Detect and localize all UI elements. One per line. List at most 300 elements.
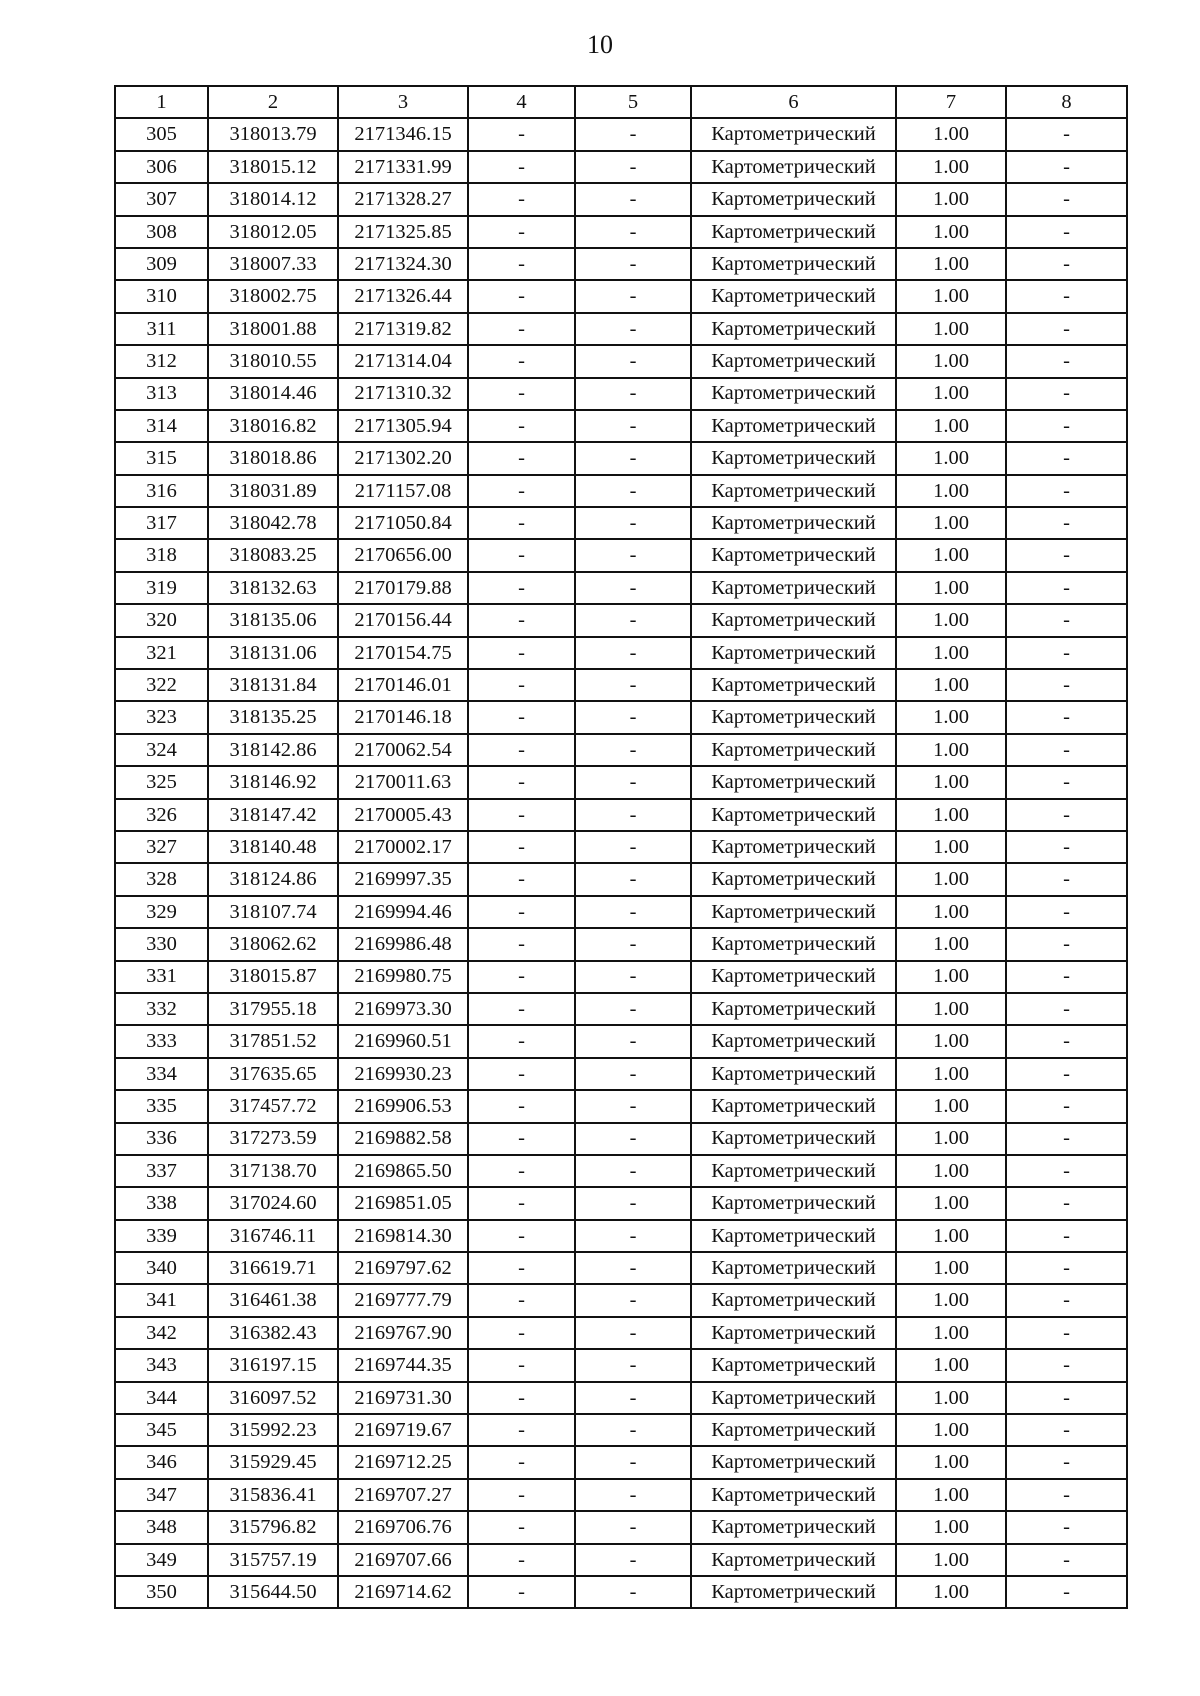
table-row: [115, 313, 1127, 345]
point-number-cell: 327: [115, 831, 208, 863]
table-row: [115, 928, 1127, 960]
col4-cell: -: [468, 1025, 575, 1057]
column-header: 1: [115, 86, 208, 118]
y-coordinate-cell: 2169712.25: [338, 1446, 468, 1478]
y-coordinate-cell: 2169986.48: [338, 928, 468, 960]
table-row: [115, 799, 1127, 831]
y-coordinate-cell: 2169997.35: [338, 863, 468, 895]
accuracy-cell: 1.00: [896, 961, 1006, 993]
table-row: [115, 1382, 1127, 1414]
col8-cell: -: [1006, 1090, 1127, 1122]
point-number-cell: 334: [115, 1058, 208, 1090]
method-cell: Картометрический: [691, 1414, 896, 1446]
point-number-cell: 341: [115, 1284, 208, 1316]
table-row: [115, 1058, 1127, 1090]
x-coordinate-cell: 318010.55: [208, 345, 338, 377]
col8-cell: -: [1006, 637, 1127, 669]
method-cell: Картометрический: [691, 1349, 896, 1381]
col5-cell: -: [575, 1446, 691, 1478]
coordinates-table: [114, 85, 1128, 1609]
col5-cell: -: [575, 313, 691, 345]
y-coordinate-cell: 2171331.99: [338, 151, 468, 183]
col8-cell: -: [1006, 1511, 1127, 1543]
y-coordinate-cell: 2169744.35: [338, 1349, 468, 1381]
x-coordinate-cell: 315992.23: [208, 1414, 338, 1446]
col8-cell: -: [1006, 928, 1127, 960]
col4-cell: -: [468, 993, 575, 1025]
point-number-cell: 335: [115, 1090, 208, 1122]
method-cell: Картометрический: [691, 669, 896, 701]
col5-cell: -: [575, 1382, 691, 1414]
col8-cell: -: [1006, 313, 1127, 345]
table-row: [115, 539, 1127, 571]
col8-cell: -: [1006, 1155, 1127, 1187]
col8-cell: -: [1006, 1220, 1127, 1252]
col8-cell: -: [1006, 734, 1127, 766]
point-number-cell: 310: [115, 280, 208, 312]
accuracy-cell: 1.00: [896, 475, 1006, 507]
point-number-cell: 336: [115, 1123, 208, 1155]
y-coordinate-cell: 2171157.08: [338, 475, 468, 507]
x-coordinate-cell: 317955.18: [208, 993, 338, 1025]
col4-cell: -: [468, 280, 575, 312]
point-number-cell: 329: [115, 896, 208, 928]
col8-cell: -: [1006, 475, 1127, 507]
accuracy-cell: 1.00: [896, 539, 1006, 571]
x-coordinate-cell: 318131.84: [208, 669, 338, 701]
table-row: [115, 216, 1127, 248]
point-number-cell: 348: [115, 1511, 208, 1543]
y-coordinate-cell: 2169814.30: [338, 1220, 468, 1252]
column-header: 2: [208, 86, 338, 118]
col4-cell: -: [468, 507, 575, 539]
point-number-cell: 337: [115, 1155, 208, 1187]
point-number-cell: 343: [115, 1349, 208, 1381]
point-number-cell: 333: [115, 1025, 208, 1057]
table-row: [115, 1576, 1127, 1608]
table-row: [115, 961, 1127, 993]
accuracy-cell: 1.00: [896, 1349, 1006, 1381]
col8-cell: -: [1006, 993, 1127, 1025]
col8-cell: -: [1006, 1479, 1127, 1511]
col5-cell: -: [575, 669, 691, 701]
col5-cell: -: [575, 1220, 691, 1252]
col8-cell: -: [1006, 345, 1127, 377]
col4-cell: -: [468, 928, 575, 960]
col4-cell: -: [468, 1382, 575, 1414]
col4-cell: -: [468, 1317, 575, 1349]
col8-cell: -: [1006, 1446, 1127, 1478]
y-coordinate-cell: 2171302.20: [338, 442, 468, 474]
col8-cell: -: [1006, 1576, 1127, 1608]
col4-cell: -: [468, 831, 575, 863]
col4-cell: -: [468, 183, 575, 215]
point-number-cell: 306: [115, 151, 208, 183]
col8-cell: -: [1006, 118, 1127, 150]
point-number-cell: 332: [115, 993, 208, 1025]
table-row: [115, 604, 1127, 636]
col8-cell: -: [1006, 1025, 1127, 1057]
col8-cell: -: [1006, 378, 1127, 410]
method-cell: Картометрический: [691, 1382, 896, 1414]
point-number-cell: 314: [115, 410, 208, 442]
y-coordinate-cell: 2169930.23: [338, 1058, 468, 1090]
point-number-cell: 312: [115, 345, 208, 377]
table-header: [115, 86, 1127, 118]
col8-cell: -: [1006, 1382, 1127, 1414]
col4-cell: -: [468, 1090, 575, 1122]
y-coordinate-cell: 2171305.94: [338, 410, 468, 442]
col4-cell: -: [468, 1123, 575, 1155]
point-number-cell: 347: [115, 1479, 208, 1511]
accuracy-cell: 1.00: [896, 1544, 1006, 1576]
accuracy-cell: 1.00: [896, 1220, 1006, 1252]
accuracy-cell: 1.00: [896, 604, 1006, 636]
col5-cell: -: [575, 604, 691, 636]
accuracy-cell: 1.00: [896, 766, 1006, 798]
y-coordinate-cell: 2171314.04: [338, 345, 468, 377]
x-coordinate-cell: 318107.74: [208, 896, 338, 928]
col5-cell: -: [575, 701, 691, 733]
method-cell: Картометрический: [691, 604, 896, 636]
table-row: [115, 475, 1127, 507]
method-cell: Картометрический: [691, 1284, 896, 1316]
page-number: 10: [587, 30, 613, 59]
accuracy-cell: 1.00: [896, 928, 1006, 960]
y-coordinate-cell: 2169719.67: [338, 1414, 468, 1446]
column-header: 8: [1006, 86, 1127, 118]
table-row: [115, 1414, 1127, 1446]
table-row: [115, 442, 1127, 474]
point-number-cell: 315: [115, 442, 208, 474]
table-row: [115, 1317, 1127, 1349]
x-coordinate-cell: 315836.41: [208, 1479, 338, 1511]
col4-cell: -: [468, 442, 575, 474]
table-row: [115, 669, 1127, 701]
accuracy-cell: 1.00: [896, 507, 1006, 539]
table-row: [115, 637, 1127, 669]
table-row: [115, 831, 1127, 863]
col8-cell: -: [1006, 701, 1127, 733]
col5-cell: -: [575, 1284, 691, 1316]
point-number-cell: 305: [115, 118, 208, 150]
y-coordinate-cell: 2170656.00: [338, 539, 468, 571]
x-coordinate-cell: 318012.05: [208, 216, 338, 248]
accuracy-cell: 1.00: [896, 831, 1006, 863]
accuracy-cell: 1.00: [896, 216, 1006, 248]
col5-cell: -: [575, 475, 691, 507]
x-coordinate-cell: 318140.48: [208, 831, 338, 863]
col5-cell: -: [575, 410, 691, 442]
point-number-cell: 350: [115, 1576, 208, 1608]
y-coordinate-cell: 2169707.66: [338, 1544, 468, 1576]
col8-cell: -: [1006, 151, 1127, 183]
table-row: [115, 1349, 1127, 1381]
point-number-cell: 320: [115, 604, 208, 636]
col5-cell: -: [575, 1155, 691, 1187]
x-coordinate-cell: 318042.78: [208, 507, 338, 539]
method-cell: Картометрический: [691, 216, 896, 248]
x-coordinate-cell: 318131.06: [208, 637, 338, 669]
col4-cell: -: [468, 734, 575, 766]
point-number-cell: 311: [115, 313, 208, 345]
col8-cell: -: [1006, 1544, 1127, 1576]
x-coordinate-cell: 318014.46: [208, 378, 338, 410]
col8-cell: -: [1006, 1284, 1127, 1316]
accuracy-cell: 1.00: [896, 248, 1006, 280]
col4-cell: -: [468, 572, 575, 604]
x-coordinate-cell: 315929.45: [208, 1446, 338, 1478]
col5-cell: -: [575, 216, 691, 248]
y-coordinate-cell: 2170146.18: [338, 701, 468, 733]
accuracy-cell: 1.00: [896, 1058, 1006, 1090]
point-number-cell: 331: [115, 961, 208, 993]
accuracy-cell: 1.00: [896, 151, 1006, 183]
col4-cell: -: [468, 1058, 575, 1090]
x-coordinate-cell: 318016.82: [208, 410, 338, 442]
method-cell: Картометрический: [691, 1187, 896, 1219]
col5-cell: -: [575, 863, 691, 895]
accuracy-cell: 1.00: [896, 1382, 1006, 1414]
y-coordinate-cell: 2171325.85: [338, 216, 468, 248]
table-row: [115, 766, 1127, 798]
col4-cell: -: [468, 378, 575, 410]
col8-cell: -: [1006, 539, 1127, 571]
accuracy-cell: 1.00: [896, 1511, 1006, 1543]
x-coordinate-cell: 318014.12: [208, 183, 338, 215]
y-coordinate-cell: 2169777.79: [338, 1284, 468, 1316]
col4-cell: -: [468, 539, 575, 571]
x-coordinate-cell: 316382.43: [208, 1317, 338, 1349]
x-coordinate-cell: 318062.62: [208, 928, 338, 960]
x-coordinate-cell: 318147.42: [208, 799, 338, 831]
col4-cell: -: [468, 961, 575, 993]
col5-cell: -: [575, 1123, 691, 1155]
x-coordinate-cell: 318015.87: [208, 961, 338, 993]
col4-cell: -: [468, 1284, 575, 1316]
accuracy-cell: 1.00: [896, 1090, 1006, 1122]
method-cell: Картометрический: [691, 248, 896, 280]
method-cell: Картометрический: [691, 118, 896, 150]
x-coordinate-cell: 318135.25: [208, 701, 338, 733]
x-coordinate-cell: 318135.06: [208, 604, 338, 636]
y-coordinate-cell: 2170179.88: [338, 572, 468, 604]
method-cell: Картометрический: [691, 1446, 896, 1478]
accuracy-cell: 1.00: [896, 1187, 1006, 1219]
y-coordinate-cell: 2171328.27: [338, 183, 468, 215]
method-cell: Картометрический: [691, 1090, 896, 1122]
method-cell: Картометрический: [691, 799, 896, 831]
accuracy-cell: 1.00: [896, 1317, 1006, 1349]
column-header: 4: [468, 86, 575, 118]
point-number-cell: 344: [115, 1382, 208, 1414]
header-row: [115, 86, 1127, 118]
col4-cell: -: [468, 1414, 575, 1446]
col5-cell: -: [575, 928, 691, 960]
accuracy-cell: 1.00: [896, 799, 1006, 831]
method-cell: Картометрический: [691, 313, 896, 345]
method-cell: Картометрический: [691, 280, 896, 312]
y-coordinate-cell: 2169767.90: [338, 1317, 468, 1349]
col8-cell: -: [1006, 1349, 1127, 1381]
x-coordinate-cell: 318031.89: [208, 475, 338, 507]
col8-cell: -: [1006, 799, 1127, 831]
table-row: [115, 572, 1127, 604]
x-coordinate-cell: 318132.63: [208, 572, 338, 604]
col5-cell: -: [575, 183, 691, 215]
point-number-cell: 309: [115, 248, 208, 280]
method-cell: Картометрический: [691, 1479, 896, 1511]
y-coordinate-cell: 2169882.58: [338, 1123, 468, 1155]
y-coordinate-cell: 2170062.54: [338, 734, 468, 766]
col8-cell: -: [1006, 1058, 1127, 1090]
x-coordinate-cell: 316097.52: [208, 1382, 338, 1414]
col4-cell: -: [468, 1479, 575, 1511]
x-coordinate-cell: 318142.86: [208, 734, 338, 766]
table-row: [115, 1511, 1127, 1543]
col5-cell: -: [575, 151, 691, 183]
method-cell: Картометрический: [691, 896, 896, 928]
point-number-cell: 313: [115, 378, 208, 410]
col8-cell: -: [1006, 669, 1127, 701]
col8-cell: -: [1006, 216, 1127, 248]
x-coordinate-cell: 316461.38: [208, 1284, 338, 1316]
accuracy-cell: 1.00: [896, 993, 1006, 1025]
col4-cell: -: [468, 604, 575, 636]
point-number-cell: 316: [115, 475, 208, 507]
x-coordinate-cell: 318146.92: [208, 766, 338, 798]
col5-cell: -: [575, 831, 691, 863]
y-coordinate-cell: 2171326.44: [338, 280, 468, 312]
method-cell: Картометрический: [691, 1025, 896, 1057]
point-number-cell: 319: [115, 572, 208, 604]
col5-cell: -: [575, 1544, 691, 1576]
method-cell: Картометрический: [691, 410, 896, 442]
col8-cell: -: [1006, 604, 1127, 636]
y-coordinate-cell: 2170011.63: [338, 766, 468, 798]
y-coordinate-cell: 2169797.62: [338, 1252, 468, 1284]
accuracy-cell: 1.00: [896, 442, 1006, 474]
col5-cell: -: [575, 993, 691, 1025]
col8-cell: -: [1006, 183, 1127, 215]
method-cell: Картометрический: [691, 1317, 896, 1349]
col5-cell: -: [575, 799, 691, 831]
col5-cell: -: [575, 345, 691, 377]
method-cell: Картометрический: [691, 1576, 896, 1608]
y-coordinate-cell: 2169994.46: [338, 896, 468, 928]
col4-cell: -: [468, 669, 575, 701]
y-coordinate-cell: 2170002.17: [338, 831, 468, 863]
method-cell: Картометрический: [691, 1058, 896, 1090]
y-coordinate-cell: 2171050.84: [338, 507, 468, 539]
column-header: 7: [896, 86, 1006, 118]
col5-cell: -: [575, 1511, 691, 1543]
table-row: [115, 1252, 1127, 1284]
method-cell: Картометрический: [691, 1155, 896, 1187]
col4-cell: -: [468, 248, 575, 280]
column-header: 5: [575, 86, 691, 118]
point-number-cell: 322: [115, 669, 208, 701]
col5-cell: -: [575, 961, 691, 993]
accuracy-cell: 1.00: [896, 1025, 1006, 1057]
x-coordinate-cell: 318015.12: [208, 151, 338, 183]
table-row: [115, 378, 1127, 410]
col5-cell: -: [575, 1414, 691, 1446]
accuracy-cell: 1.00: [896, 701, 1006, 733]
y-coordinate-cell: 2169707.27: [338, 1479, 468, 1511]
method-cell: Картометрический: [691, 151, 896, 183]
table-row: [115, 410, 1127, 442]
table-row: [115, 1544, 1127, 1576]
accuracy-cell: 1.00: [896, 1155, 1006, 1187]
y-coordinate-cell: 2169731.30: [338, 1382, 468, 1414]
method-cell: Картометрический: [691, 507, 896, 539]
y-coordinate-cell: 2170005.43: [338, 799, 468, 831]
col5-cell: -: [575, 637, 691, 669]
col8-cell: -: [1006, 831, 1127, 863]
x-coordinate-cell: 315796.82: [208, 1511, 338, 1543]
x-coordinate-cell: 318007.33: [208, 248, 338, 280]
y-coordinate-cell: 2171319.82: [338, 313, 468, 345]
x-coordinate-cell: 317851.52: [208, 1025, 338, 1057]
x-coordinate-cell: 318083.25: [208, 539, 338, 571]
accuracy-cell: 1.00: [896, 118, 1006, 150]
y-coordinate-cell: 2171310.32: [338, 378, 468, 410]
col5-cell: -: [575, 1349, 691, 1381]
table-row: [115, 1123, 1127, 1155]
method-cell: Картометрический: [691, 572, 896, 604]
column-header: 3: [338, 86, 468, 118]
accuracy-cell: 1.00: [896, 863, 1006, 895]
col8-cell: -: [1006, 1252, 1127, 1284]
col5-cell: -: [575, 766, 691, 798]
point-number-cell: 323: [115, 701, 208, 733]
table-body: [115, 118, 1127, 1608]
col4-cell: -: [468, 1349, 575, 1381]
table-row: [115, 1284, 1127, 1316]
accuracy-cell: 1.00: [896, 345, 1006, 377]
y-coordinate-cell: 2169960.51: [338, 1025, 468, 1057]
y-coordinate-cell: 2169851.05: [338, 1187, 468, 1219]
point-number-cell: 339: [115, 1220, 208, 1252]
col5-cell: -: [575, 1317, 691, 1349]
col4-cell: -: [468, 1252, 575, 1284]
y-coordinate-cell: 2169973.30: [338, 993, 468, 1025]
col4-cell: -: [468, 1544, 575, 1576]
col5-cell: -: [575, 442, 691, 474]
col8-cell: -: [1006, 507, 1127, 539]
col4-cell: -: [468, 151, 575, 183]
col8-cell: -: [1006, 442, 1127, 474]
table-row: [115, 1187, 1127, 1219]
method-cell: Картометрический: [691, 961, 896, 993]
y-coordinate-cell: 2169714.62: [338, 1576, 468, 1608]
x-coordinate-cell: 317457.72: [208, 1090, 338, 1122]
y-coordinate-cell: 2171346.15: [338, 118, 468, 150]
method-cell: Картометрический: [691, 701, 896, 733]
point-number-cell: 328: [115, 863, 208, 895]
method-cell: Картометрический: [691, 442, 896, 474]
method-cell: Картометрический: [691, 345, 896, 377]
method-cell: Картометрический: [691, 475, 896, 507]
point-number-cell: 321: [115, 637, 208, 669]
table-row: [115, 183, 1127, 215]
table-row: [115, 118, 1127, 150]
method-cell: Картометрический: [691, 637, 896, 669]
col5-cell: -: [575, 507, 691, 539]
point-number-cell: 317: [115, 507, 208, 539]
x-coordinate-cell: 317273.59: [208, 1123, 338, 1155]
